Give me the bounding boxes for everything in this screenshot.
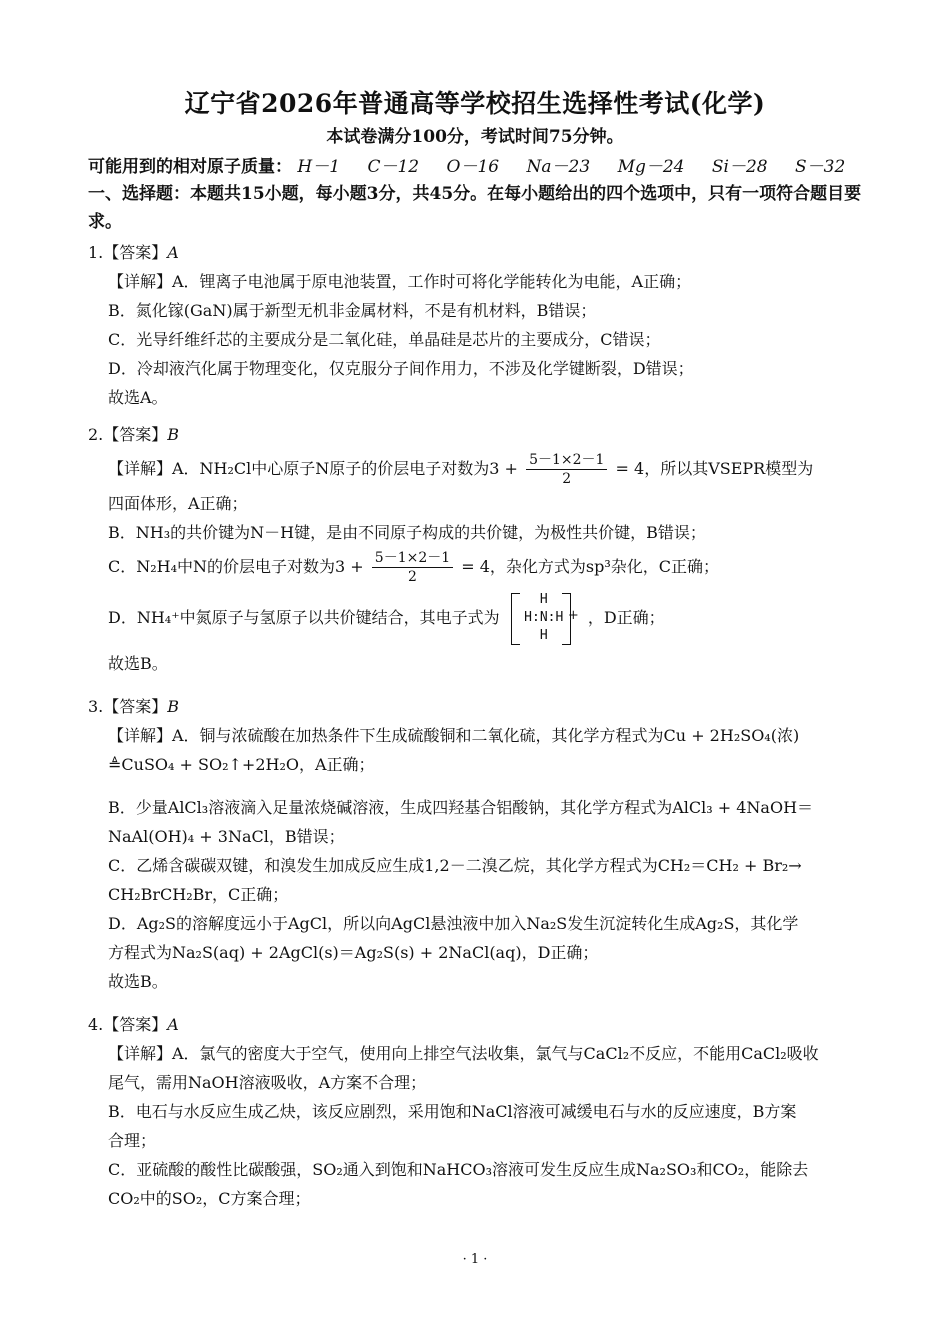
atomic-masses-label: 可能用到的相对原子质量： bbox=[88, 157, 292, 177]
explanation-line: B．少量AlCl₃溶液滴入足量浓烧碱溶液，生成四羟基合铝酸钠，其化学方程式为AlCl₃ + 4NaOH＝ bbox=[108, 798, 814, 817]
explanation-line bbox=[108, 587, 878, 649]
section-heading: 一、选择题：本题共15小题，每小题3分，共45分。在每小题给出的四个选项中，只有一项符合题目要求。 bbox=[88, 184, 862, 232]
electron-formula-core bbox=[521, 591, 567, 645]
explanation-line: C．光导纤维纤芯的主要成分是二氧化硅，单晶硅是芯片的主要成分，C错误； bbox=[108, 330, 661, 349]
atomic-mass-item: H－1 bbox=[297, 157, 341, 177]
explanation-line: 【详解】A．氯气的密度大于空气，使用向上排空气法收集，氯气与CaCl₂不反应，不能用CaCl₂吸收 bbox=[108, 1044, 819, 1063]
question-2 bbox=[88, 420, 878, 678]
question-4 bbox=[88, 1010, 878, 1213]
question-header bbox=[88, 1010, 878, 1039]
explanation-line: B．NH₃的共价键为N－H键，是由不同原子构成的共价键，为极性共价键，B错误； bbox=[108, 523, 706, 542]
explanation-line: 尾气，需用NaOH溶液吸收，A方案不合理； bbox=[108, 1073, 427, 1092]
explanation-line bbox=[108, 449, 878, 489]
line-text: = 4，杂化方式为sp³杂化，C正确； bbox=[461, 557, 720, 576]
explanation-line: B．电石与水反应生成乙炔，该反应剧烈，采用饱和NaCl溶液可减缓电石与水的反应速度，B方案 bbox=[108, 1102, 797, 1121]
explanation-line: C．亚硫酸的酸性比碳酸强，SO₂通入到饱和NaHCO₃溶液可发生反应生成Na₂SO₃和CO₂，能除去 bbox=[108, 1160, 809, 1179]
question-number: 4. bbox=[88, 1015, 104, 1034]
lewis-h-bottom: H bbox=[539, 627, 548, 643]
question-header bbox=[88, 692, 878, 721]
question-header bbox=[88, 238, 878, 267]
answer-value: B bbox=[167, 425, 180, 444]
page-subtitle: 本试卷满分100分，考试时间75分钟。 bbox=[326, 127, 624, 147]
explanation-line: ≜CuSO₄ + SO₂↑+2H₂O，A正确； bbox=[108, 755, 375, 774]
fraction bbox=[372, 549, 453, 586]
fraction-denominator: 2 bbox=[408, 569, 417, 585]
explanation-line: 四面体形，A正确； bbox=[108, 494, 248, 513]
lewis-h-top: H bbox=[539, 591, 548, 607]
explanation-line: 方程式为Na₂S(aq) + 2AgCl(s)＝Ag₂S(s) + 2NaCl(aq)，D正确； bbox=[108, 943, 599, 962]
charge-sign: + bbox=[567, 607, 579, 623]
atomic-mass-item: Mg－24 bbox=[617, 157, 685, 177]
question-number: 3. bbox=[88, 697, 104, 716]
explanation-line: B．氮化镓(GaN)属于新型无机非金属材料，不是有机材料，B错误； bbox=[108, 301, 597, 320]
explanation-line bbox=[108, 547, 878, 587]
page-number: · 1 · bbox=[462, 1252, 488, 1267]
question-header bbox=[88, 420, 878, 449]
fraction bbox=[526, 451, 607, 488]
answer-label: 【答案】 bbox=[103, 243, 168, 262]
atomic-mass-item: O－16 bbox=[446, 157, 500, 177]
explanation-line: 合理； bbox=[108, 1131, 157, 1150]
page-title: 辽宁省2026年普通高等学校招生选择性考试(化学) bbox=[184, 89, 766, 118]
answer-value: B bbox=[167, 697, 180, 716]
explanation-line: D．冷却液汽化属于物理变化，仅克服分子间作用力，不涉及化学键断裂，D错误； bbox=[108, 359, 694, 378]
answer-value: A bbox=[167, 1015, 179, 1034]
question-3 bbox=[88, 692, 878, 996]
line-text: ，D正确； bbox=[587, 608, 665, 627]
line-text: C．N₂H₄中N的价层电子对数为3 + bbox=[108, 557, 364, 576]
question-1 bbox=[88, 238, 878, 412]
answer-label: 【答案】 bbox=[103, 697, 168, 716]
atomic-masses bbox=[88, 152, 867, 177]
bracket-left bbox=[511, 593, 520, 645]
atomic-mass-item: Na－23 bbox=[526, 157, 591, 177]
fraction-numerator: 5－1×2－1 bbox=[526, 451, 607, 470]
answer-label: 【答案】 bbox=[103, 425, 168, 444]
question-number: 1. bbox=[88, 243, 104, 262]
atomic-mass-item: Si－28 bbox=[711, 157, 768, 177]
explanation-line: 故选A。 bbox=[108, 388, 168, 407]
fraction-denominator: 2 bbox=[562, 471, 572, 487]
explanation-line: C．乙烯含碳碳双键，和溴发生加成反应生成1,2－二溴乙烷，其化学方程式为CH₂＝CH₂ + Br₂→ bbox=[108, 856, 802, 875]
explanation-line: CO₂中的SO₂，C方案合理； bbox=[108, 1189, 311, 1208]
answer-label: 【答案】 bbox=[103, 1015, 168, 1034]
atomic-mass-item: C－12 bbox=[367, 157, 420, 177]
answer-value: A bbox=[167, 243, 179, 262]
explanation-line: D．Ag₂S的溶解度远小于AgCl，所以向AgCl悬浊液中加入Na₂S发生沉淀转化生成Ag₂S，其化学 bbox=[108, 914, 799, 933]
lewis-middle: H:N:H bbox=[524, 609, 564, 625]
question-number: 2. bbox=[88, 425, 104, 444]
explanation-line: NaAl(OH)₄ + 3NaCl，B错误； bbox=[108, 827, 345, 846]
line-text: 【详解】A．NH₂Cl中心原子N原子的价层电子对数为3 + bbox=[108, 459, 518, 478]
explanation-line: 故选B。 bbox=[108, 654, 168, 673]
electron-formula bbox=[509, 591, 579, 647]
line-text: D．NH₄⁺中氮原子与氢原子以共价键结合，其电子式为 bbox=[108, 608, 500, 627]
atomic-mass-item: S－32 bbox=[795, 157, 846, 177]
explanation-line: CH₂BrCH₂Br，C正确； bbox=[108, 885, 289, 904]
fraction-numerator: 5－1×2－1 bbox=[372, 549, 453, 568]
explanation-line: 【详解】A．铜与浓硫酸在加热条件下生成硫酸铜和二氧化硫，其化学方程式为Cu + 2H₂SO₄(浓) bbox=[108, 726, 800, 745]
explanation-line: 【详解】A．锂离子电池属于原电池装置，工作时可将化学能转化为电能，A正确； bbox=[108, 272, 692, 291]
line-text: = 4，所以其VSEPR模型为 bbox=[615, 459, 814, 478]
explanation-line: 故选B。 bbox=[108, 972, 168, 991]
